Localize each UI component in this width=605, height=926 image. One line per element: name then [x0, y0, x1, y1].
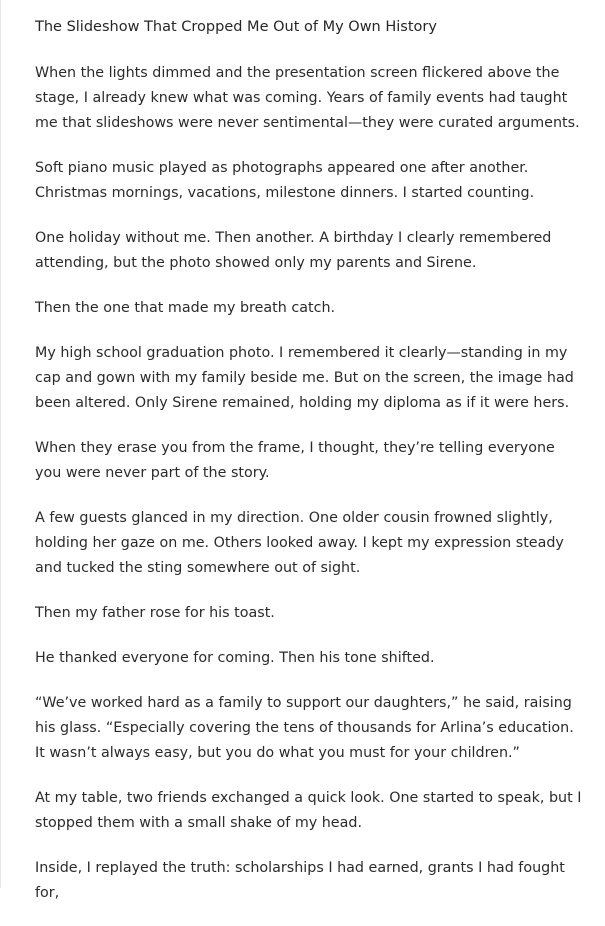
paragraph-holiday-without-me: One holiday without me. Then another. A birthday I clearly remembered attending, but the photo showed only my parents and Sirene.	[35, 230, 552, 271]
paragraph-piano-music: Soft piano music played as photographs appeared one after another. Christmas mornings, vacations, milestone dinners. I started counting.	[35, 160, 535, 201]
paragraph-father-toast: Then my father rose for his toast.	[35, 605, 275, 621]
paragraph-friends-look: At my table, two friends exchanged a quick look. One started to speak, but I stopped them with a small shake of my head.	[35, 790, 582, 831]
paragraph-tone-shifted: He thanked everyone for coming. Then his tone shifted.	[35, 650, 435, 666]
article	[35, 16, 583, 926]
paragraph-lights-dimmed: When the lights dimmed and the presentation screen flickered above the stage, I already knew what was coming. Years of family events had taught me that slideshows were never sentimental—they were curated arguments.	[35, 65, 580, 131]
paragraph-replayed-truth: Inside, I replayed the truth: scholarships I had earned, grants I had fought for,	[35, 860, 565, 901]
article-title: The Slideshow That Cropped Me Out of My Own History	[35, 19, 437, 35]
paragraph-graduation-photo: My high school graduation photo. I remembered it clearly—standing in my cap and gown with my family beside me. But on the screen, the image had been altered. Only Sirene remained, holding my diploma as if it were hers.	[35, 345, 574, 411]
paragraph-erase-from-frame: When they erase you from the frame, I thought, they’re telling everyone you were never part of the story.	[35, 440, 555, 481]
paragraph-guests-glanced: A few guests glanced in my direction. One older cousin frowned slightly, holding her gaze on me. Others looked away. I kept my expression steady and tucked the sting somewhere out of sight.	[35, 510, 564, 576]
paragraph-father-quote: “We’ve worked hard as a family to support our daughters,” he said, raising his glass. “Especially covering the tens of thousands for Arlina’s education. It wasn’t always easy, but you do what you must for your children.”	[35, 695, 574, 761]
paragraph-breath-catch: Then the one that made my breath catch.	[35, 300, 336, 316]
page-left-border	[0, 0, 1, 888]
